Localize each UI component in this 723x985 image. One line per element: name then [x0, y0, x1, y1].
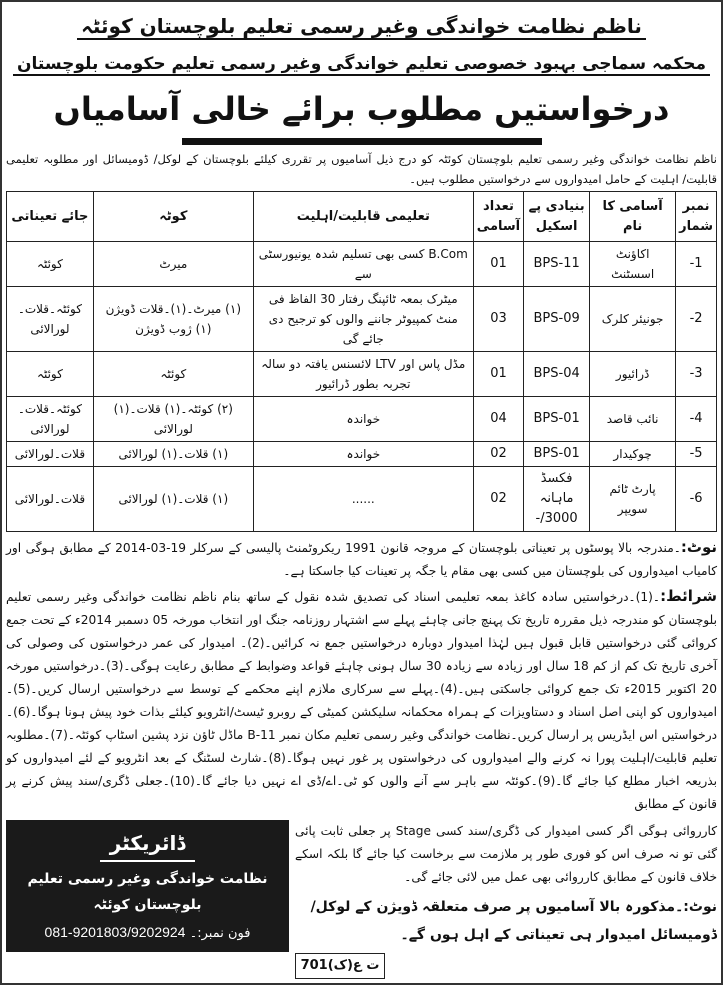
- cell-qual: خواندہ: [253, 397, 473, 442]
- cell-quota: میرٹ: [93, 242, 253, 287]
- cell-scale: BPS-04: [524, 352, 590, 397]
- cell-quota: (۱) قلات۔(۱) لورالائی: [93, 467, 253, 532]
- cell-post: جونیئر کلرک: [590, 287, 676, 352]
- conditions-tail: کارروائی ہوگی اگر کسی امیدوار کی ڈگری/سند کسی Stage پر جعلی ثابت پائی گئی تو نہ صرف اس کو فوری طور پر ملازمت سے برخاست کیا جائے گا بلکہ اسکے خلاف قانون کے مطابق کارروائی بھی عمل میں لائی جائے گی۔: [295, 824, 717, 884]
- cell-count: 01: [473, 242, 523, 287]
- col-scale: بنیادی پے اسکیل: [524, 192, 590, 242]
- cell-qual: مڈل پاس اور LTV لائسنس یافتہ دو سالہ تجربہ بطور ڈرائیور: [253, 352, 473, 397]
- table-row: [7, 442, 717, 467]
- vacancies-table: [6, 191, 717, 532]
- cell-place: قلات۔لورالائی: [7, 442, 94, 467]
- cell-place: کوئٹہ۔قلات۔لورالائی: [7, 287, 94, 352]
- phone-line: [10, 920, 285, 946]
- cell-count: 01: [473, 352, 523, 397]
- cell-no: 1-: [676, 242, 717, 287]
- cell-place: کوئٹہ: [7, 352, 94, 397]
- table-row: [7, 352, 717, 397]
- cell-post: پارٹ ٹائم سویپر: [590, 467, 676, 532]
- cell-post: نائب قاصد: [590, 397, 676, 442]
- phone-label: فون نمبر:۔: [189, 926, 251, 941]
- col-count: تعداد آسامی: [473, 192, 523, 242]
- table-row: [7, 467, 717, 532]
- conditions: شرائط:۔(1)۔درخواستیں سادہ کاغذ بمعہ تعلیمی اسناد کی تصدیق شدہ نقول کے ساتھ بنام ناظم نظامت خواندگی وغیر رسمی تعلیم بلوچستان کو مندرجہ ذیل مقررہ تاریخ تک پہنچ جانی چاہئے پہلے سے اشتہار روزنامہ جنگ اور انتخاب مورخہ 05 دسمبر 2014ء کے تحت جمع کروائی گئی درخواستیں قابل قبول ہیں لہٰذا امیدوار دوبارہ درخواستیں جمع نہ کرائیں۔(2)۔ امیدوار کی عمر درخواستوں کی وصولی کی آخری تاریخ تک کم از کم 18 سال اور زیادہ سے زیادہ 30 سال ہونی چاہئے قواعد وضوابط کے مطابق رعایت ہوگی۔(3)۔درخواستیں مورخہ 20 اکتوبر 2015ء تک جمع کروائی جاسکتی ہیں۔(4)۔پہلے سے سرکاری ملازم اپنے محکمے کے توسط سے درخواستیں ارسال کریں۔(5)۔امیدواروں کو اپنی اصل اسناد و دستاویزات کے ہمراہ محکمانہ سلیکشن کمیٹی کے روبرو ٹیسٹ/انٹرویو کیلئے بذات خود پیش ہونا ہوگا۔(6)۔درخواستیں اس ایڈریس پر ارسال کریں۔نظامت خواندگی وغیر رسمی تعلیم مکان نمبر 11-B ماڈل ٹاؤن نزد پشین اسٹاپ کوئٹہ۔(7)۔مطلوبہ تعلیم قابلیت/اہلیت پورا نہ کرنے والے امیدواروں کی درخواستوں پر غور نہیں ہوگا۔(8)۔شارٹ لسٹنگ کے بعد انٹرویو کے لئے امیدواروں کو بذریعہ اخبار مطلع کیا جائے گا۔(9)۔کوئٹہ سے باہر سے آنے والوں کو ٹی۔اے/ڈی اے نہیں دیا جائے گا۔(10)۔جعلی ڈگری/سند پیش کرنے پر قانون کے مطابق: [6, 587, 718, 811]
- cell-place: کوئٹہ۔قلات۔لورالائی: [7, 397, 94, 442]
- cell-count: 04: [473, 397, 523, 442]
- cell-count: 03: [473, 287, 523, 352]
- cell-scale: BPS-01: [524, 397, 590, 442]
- cell-quota: (۲) کوئٹہ۔(۱) قلات۔(۱) لورالائی: [93, 397, 253, 442]
- col-qualification: تعلیمی قابلیت/اہلیت: [253, 192, 473, 242]
- ad-title: درخواستیں مطلوب برائے خالی آسامیاں: [53, 90, 670, 128]
- cell-no: 3-: [676, 352, 717, 397]
- signature-block: [6, 820, 289, 952]
- cell-qual: میٹرک بمعہ ٹائپنگ رفتار 30 الفاظ فی منٹ کمپیوٹر جاننے والوں کو ترجیح دی جائے گی: [253, 287, 473, 352]
- office-name: نظامت خواندگی وغیر رسمی تعلیم بلوچستان کوئٹہ: [27, 871, 268, 913]
- title-underline: [182, 138, 542, 145]
- note-1: نوٹ:۔مندرجہ بالا پوسٹوں پر تعیناتی بلوچستان کے مروجہ قانون 1991 ریکروٹمنٹ پالیسی کے سرکلر 19-03-2014 کے مطابق ہوگی اور کامیاب امیدواروں کی بلوچستان میں کسی بھی مقام یا جگہ پر تعینات کیا جاسکتا ہے۔: [6, 538, 718, 578]
- cell-qual: B.Com کسی بھی تسلیم شدہ یونیورسٹی سے: [253, 242, 473, 287]
- cell-count: 02: [473, 442, 523, 467]
- cell-scale: BPS-11: [524, 242, 590, 287]
- table-header: [7, 192, 717, 242]
- cell-quota: (۱) میرٹ۔(۱)۔قلات ڈویژن (۱) ژوب ڈویژن: [93, 287, 253, 352]
- cell-scale: BPS-09: [524, 287, 590, 352]
- cell-no: 5-: [676, 442, 717, 467]
- reference-number: ت ع(ک)701: [295, 953, 385, 979]
- intro-text: ناظم نظامت خواندگی وغیر رسمی تعلیم بلوچستان کوئٹہ کو درج ذیل آسامیوں پر تقرری کیلئے بلوچستان کے لوکل/ ڈومیسائل اور مطلوبہ تعلیمی قابلیت/ اہلیت کے حامل امیدواروں سے درخواستیں مطلوب ہیں۔: [6, 152, 717, 186]
- table-row: [7, 287, 717, 352]
- col-no: نمبر شمار: [676, 192, 717, 242]
- table-row: [7, 397, 717, 442]
- cell-no: 6-: [676, 467, 717, 532]
- cell-no: 2-: [676, 287, 717, 352]
- cell-no: 4-: [676, 397, 717, 442]
- table-row: [7, 242, 717, 287]
- ministry-heading: محکمہ سماجی بہبود خصوصی تعلیم خواندگی وغیر رسمی تعلیم حکومت بلوچستان: [6, 48, 717, 80]
- cell-place: کوئٹہ: [7, 242, 94, 287]
- col-quota: کوٹہ: [93, 192, 253, 242]
- cell-quota: کوئٹہ: [93, 352, 253, 397]
- reference-row: [295, 953, 717, 979]
- cell-count: 02: [473, 467, 523, 532]
- cell-post: اکاؤنٹ اسسٹنٹ: [590, 242, 676, 287]
- col-post: آسامی کا نام: [590, 192, 676, 242]
- note-2: نوٹ:۔مذکورہ بالا آسامیوں پر صرف متعلقہ ڈویژن کے لوکل/ڈومیسائل امیدوار ہی تعیناتی کے اہل ہوں گے۔: [310, 899, 717, 943]
- designation: ڈائریکٹر: [100, 826, 195, 862]
- cell-place: قلات۔لورالائی: [7, 467, 94, 532]
- bottom-section: [6, 820, 717, 979]
- cell-post: ڈرائیور: [590, 352, 676, 397]
- department-heading: ناظم نظامت خواندگی وغیر رسمی تعلیم بلوچستان کوئٹہ: [6, 8, 717, 44]
- cell-scale: فکسڈ ماہانہ 3000/-: [524, 467, 590, 532]
- cell-quota: (۱) قلات۔(۱) لورالائی: [93, 442, 253, 467]
- cell-scale: BPS-01: [524, 442, 590, 467]
- phone-number: 081-9201803/9202924: [44, 924, 186, 940]
- col-place: جائے تعیناتی: [7, 192, 94, 242]
- cell-post: چوکیدار: [590, 442, 676, 467]
- notes-section: [6, 536, 717, 816]
- cell-qual: خواندہ: [253, 442, 473, 467]
- cell-qual: ......: [253, 467, 473, 532]
- bottom-text: [295, 820, 717, 979]
